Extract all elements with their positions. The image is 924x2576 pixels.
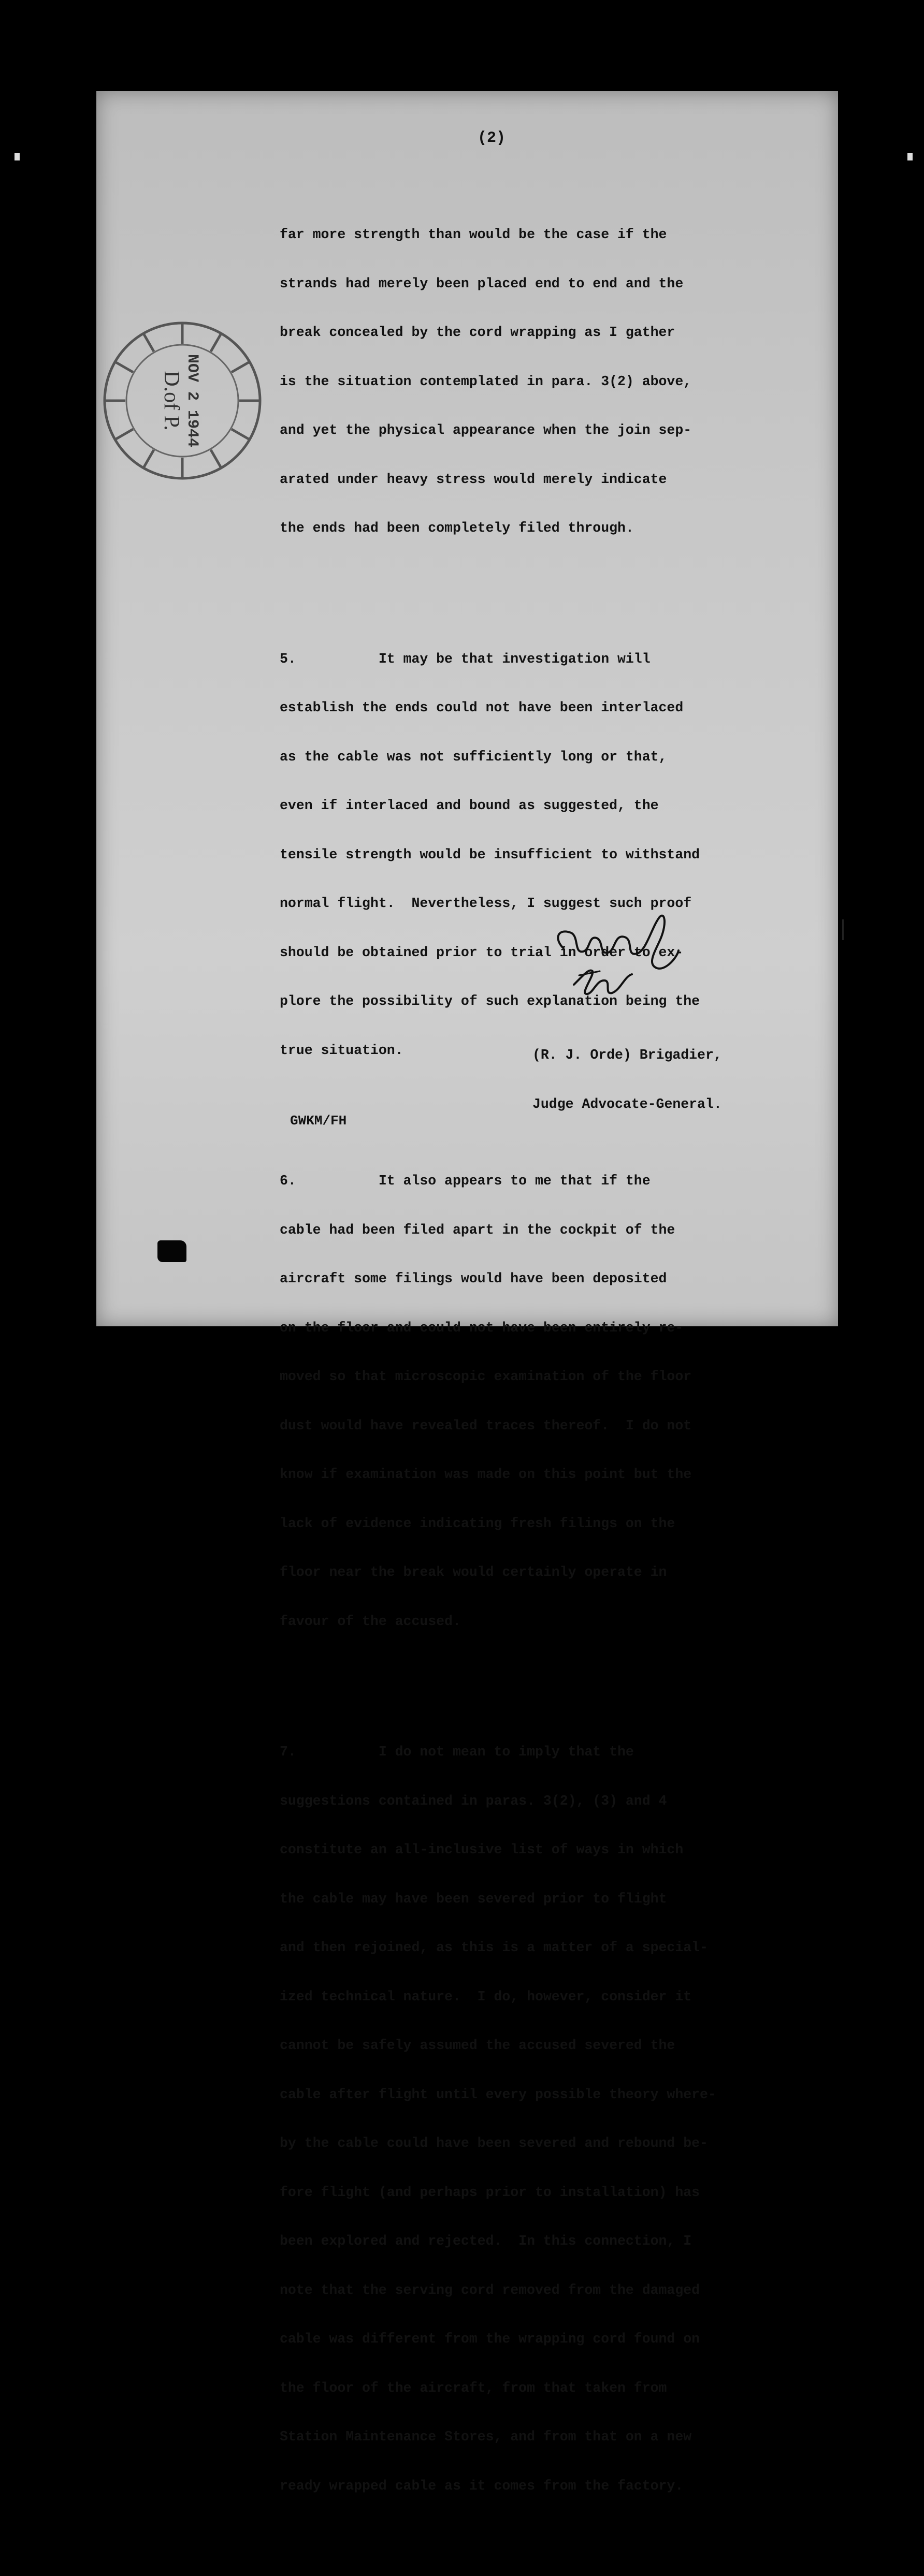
text-line: Station Maintenance Stores, and from that on a new: [280, 2429, 692, 2445]
text-line: is the situation contemplated in para. 3(2) above,: [280, 373, 692, 389]
signatory-name-rank: (R. J. Orde) Brigadier,: [532, 1047, 722, 1063]
handwritten-signature: [543, 907, 698, 1005]
paragraph-7: [280, 1711, 798, 2527]
letter-body: [280, 162, 798, 2576]
text-line: lack of evidence indicating fresh filings on the: [280, 1515, 675, 1531]
paragraph-continuation: [280, 194, 798, 569]
text-line: constitute an all-inclusive list of ways in which: [280, 1842, 684, 1857]
text-line: floor near the break would certainly operate in: [280, 1564, 667, 1580]
text-line: note that the serving cord removed from the damaged: [280, 2282, 700, 2298]
paragraph-6: [280, 1140, 798, 1662]
text-line: favour of the accused.: [280, 1613, 461, 1629]
text-line: aircraft some filings would have been deposited: [280, 1271, 667, 1286]
received-date-stamp: [98, 317, 266, 485]
text-line: by the cable could have been severed and rebound be-: [280, 2135, 708, 2151]
text-line: arated under heavy stress would merely indicate: [280, 471, 667, 487]
text-line: 6. It also appears to me that if the: [280, 1173, 651, 1189]
signature-block: [532, 1015, 722, 1145]
text-line: know if examination was made on this point but the: [280, 1467, 692, 1482]
text-line: fore flight (and perhaps prior to installation) has: [280, 2184, 700, 2200]
binder-clip-mark: [157, 1240, 186, 1262]
text-line: cable had been filed apart in the cockpit of the: [280, 1222, 675, 1238]
text-line: and then rejoined, as this is a matter of a special-: [280, 1940, 708, 1955]
text-line: tensile strength would be insufficient to withstand: [280, 846, 700, 862]
text-line: the ends had been completely filed through.: [280, 520, 634, 536]
text-line: strands had merely been placed end to end and the: [280, 275, 684, 291]
text-line: suggestions contained in paras. 3(2), (3) and 4: [280, 1793, 667, 1809]
text-line: 7. I do not mean to imply that the: [280, 1744, 634, 1760]
edge-mark: [842, 919, 844, 940]
film-sprocket-mark: [15, 153, 20, 160]
text-line: and yet the physical appearance when the join sep-: [280, 422, 692, 438]
reference-initials: GWKM/FH: [290, 1113, 347, 1129]
text-line: true situation.: [280, 1042, 403, 1058]
stamp-office: D.of P.: [160, 371, 183, 431]
text-line: the floor of the aircraft, from that taken from: [280, 2380, 667, 2396]
text-line: cable after flight until every possible theory where-: [280, 2086, 716, 2102]
text-line: even if interlaced and bound as suggested, the: [280, 798, 659, 813]
text-line: moved so that microscopic examination of the floor: [280, 1369, 692, 1384]
text-line: ready wrapped cable as it comes from the factory.: [280, 2478, 684, 2494]
film-sprocket-mark: [907, 153, 913, 160]
text-line: dust would have revealed traces thereof. I do not: [280, 1417, 692, 1433]
text-line: as the cable was not sufficiently long or that,: [280, 749, 667, 765]
text-line: 5. It may be that investigation will: [280, 651, 651, 667]
text-line: on the floor and could not have been entirely re-: [280, 1320, 684, 1336]
text-line: been explored and rejected. In this connection, I: [280, 2233, 692, 2249]
text-line: plore the possibility of such explanation being the: [280, 993, 700, 1009]
text-line: should be obtained prior to trial in order to ex-: [280, 944, 684, 960]
page-number: (2): [478, 129, 506, 147]
text-line: ized technical nature. I do, however, consider it: [280, 1988, 692, 2004]
stamp-date: NOV 2 1944: [183, 354, 201, 448]
signatory-title: Judge Advocate-General.: [532, 1096, 722, 1112]
text-line: the cable may have been severed prior to flight: [280, 1891, 667, 1907]
text-line: establish the ends could not have been interlaced: [280, 700, 684, 715]
text-line: far more strength than would be the case if the: [280, 227, 667, 242]
text-line: cannot be safely assumed the accused severed the: [280, 2038, 675, 2053]
text-line: normal flight. Nevertheless, I suggest such proof: [280, 896, 692, 911]
text-line: break concealed by the cord wrapping as I gather: [280, 325, 675, 340]
text-line: cable was different from the wrapping cord found on: [280, 2331, 700, 2347]
